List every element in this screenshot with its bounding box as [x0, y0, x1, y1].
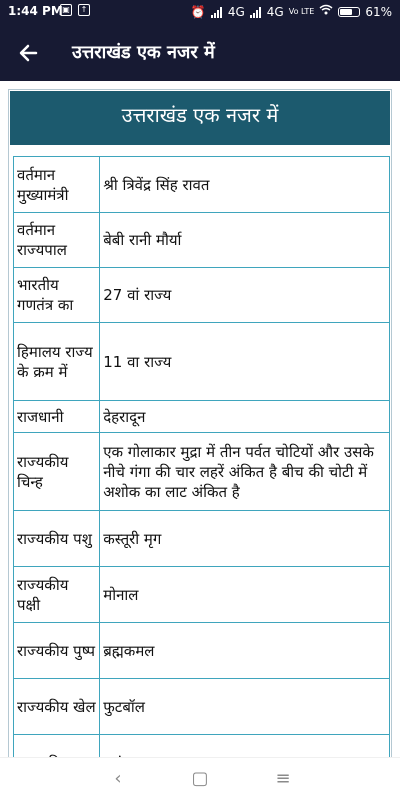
row-value: श्री त्रिवेंद्र सिंह रावत [100, 157, 390, 213]
row-key: राज्यकीय पक्षी [14, 567, 100, 623]
info-card [8, 89, 392, 769]
row-value: 27 वां राज्य [100, 268, 390, 323]
row-key: भारतीय गणतंत्र का [14, 268, 100, 323]
card-header: उत्तराखंड एक नजर में [10, 91, 390, 145]
table-row [14, 433, 390, 511]
row-value: फुटबॉल [100, 679, 390, 735]
status-time: 1:44 PM [8, 4, 63, 18]
battery-percent: 61% [365, 4, 392, 19]
notification-icon: ↑ [78, 4, 90, 16]
table-row [14, 323, 390, 401]
table-row [14, 567, 390, 623]
table-row [14, 268, 390, 323]
row-value: मोनाल [100, 567, 390, 623]
table-row [14, 511, 390, 567]
page-title: उत्तराखंड एक नजर में [72, 42, 215, 63]
row-value: कस्तूरी मृग [100, 511, 390, 567]
content-scroll[interactable] [0, 81, 400, 757]
status-bar [0, 0, 400, 24]
row-value: ब्रह्मकमल [100, 623, 390, 679]
alarm-icon: ⏰ [190, 4, 206, 19]
row-key: राज्यकीय पुष्प [14, 623, 100, 679]
network-4g-2: 4G [266, 4, 284, 19]
nav-back-icon[interactable]: ‹ [114, 768, 122, 789]
nav-home-icon[interactable]: ▢ [191, 768, 209, 789]
nav-menu-icon[interactable]: ≡ [275, 768, 291, 789]
table-row [14, 401, 390, 433]
table-row [14, 213, 390, 268]
system-nav-bar [0, 757, 400, 800]
row-value: देहरादून [100, 401, 390, 433]
row-value: 11 वा राज्य [100, 323, 390, 401]
row-key: वर्तमान मुख्यामंत्री [14, 157, 100, 213]
row-key: राज्यकीय खेल [14, 679, 100, 735]
back-button[interactable] [14, 38, 44, 68]
volte-label: Vo LTE [288, 7, 315, 16]
table-row [14, 623, 390, 679]
app-bar [0, 24, 400, 81]
signal-icon-2 [250, 6, 262, 18]
info-table [13, 156, 390, 791]
row-key: वर्तमान राज्यपाल [14, 213, 100, 268]
status-left-icons [60, 4, 90, 16]
battery-icon [338, 7, 360, 17]
row-key: राज्यकीय चिन्ह [14, 433, 100, 511]
status-right [191, 4, 392, 19]
table-row [14, 157, 390, 213]
row-key: राज्यकीय पशु [14, 511, 100, 567]
row-value: एक गोलाकार मुद्रा में तीन पर्वत चोटियों और उसके नीचे गंगा की चार लहरें अंकित है बीच की चोटी में अशोक का लाट अंकित है [100, 433, 390, 511]
network-4g-1: 4G [227, 4, 245, 19]
row-key: राजधानी [14, 401, 100, 433]
table-row [14, 679, 390, 735]
row-key: हिमालय राज्य के क्रम में [14, 323, 100, 401]
arrow-left-icon [14, 38, 44, 68]
wifi-icon [319, 4, 333, 19]
signal-icon [211, 6, 223, 18]
row-value: बेबी रानी मौर्या [100, 213, 390, 268]
gallery-icon: ▣ [60, 4, 72, 16]
